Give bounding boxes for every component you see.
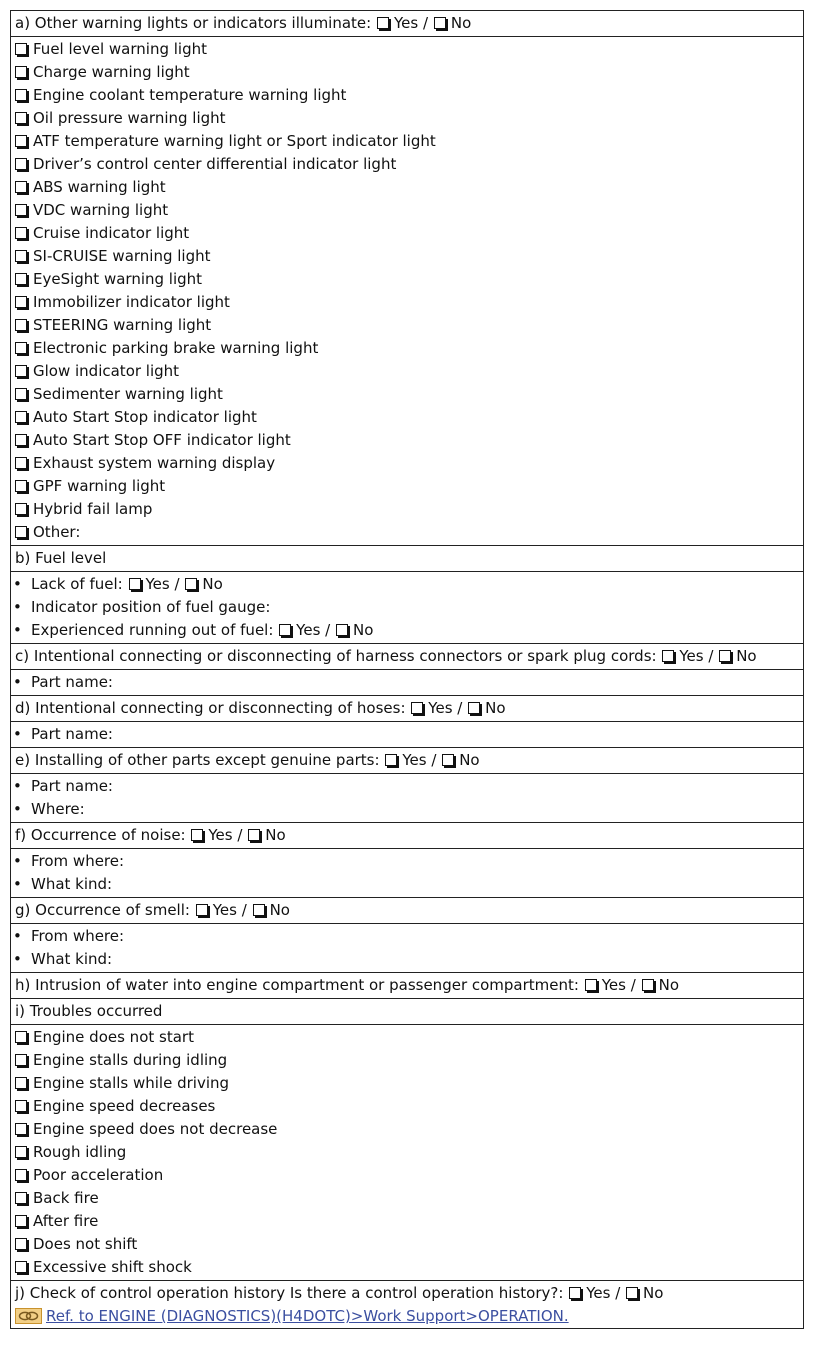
checklist-item-label: Does not shift [33, 1235, 138, 1253]
yes-label: Yes [402, 751, 427, 769]
separator: / [708, 647, 714, 665]
section-e-yes-checkbox[interactable] [385, 754, 397, 766]
section-f-header-row [11, 823, 804, 849]
section-j-yes-checkbox[interactable] [569, 1287, 581, 1299]
section-c-yes-no [657, 647, 757, 665]
checklist-item-label: EyeSight warning light [33, 270, 203, 288]
checklist-item-label: Auto Start Stop indicator light [33, 408, 257, 426]
bullet-b-2-yes-checkbox[interactable] [279, 624, 291, 636]
item-checkbox[interactable] [15, 158, 27, 170]
bullet-item [15, 925, 803, 948]
item-checkbox[interactable] [15, 296, 27, 308]
item-checkbox[interactable] [15, 1077, 27, 1089]
checklist-item-label: SI-CRUISE warning light [33, 247, 211, 265]
bullet-item-label: Part name: [31, 673, 113, 691]
section-d-yes-checkbox[interactable] [411, 702, 423, 714]
checklist-item [15, 498, 803, 521]
section-f-yes-checkbox[interactable] [191, 829, 203, 841]
bullet-mark: • [13, 621, 22, 639]
bullet-item [15, 873, 803, 896]
bullet-b-0-yes-no [123, 575, 223, 593]
checklist-item-label: Cruise indicator light [33, 224, 190, 242]
checklist-item-label: Back fire [33, 1189, 99, 1207]
yes-label: Yes [601, 976, 626, 994]
checklist-item [15, 521, 803, 544]
section-i-items-cell [11, 1025, 804, 1281]
checklist-item [15, 38, 803, 61]
bullet-mark: • [13, 575, 22, 593]
section-c-header-row [11, 644, 804, 670]
no-label: No [459, 751, 480, 769]
section-d-bullets-row [11, 722, 804, 748]
item-checkbox[interactable] [15, 319, 27, 331]
section-a-items-row [11, 37, 804, 546]
section-e-bullets-row [11, 774, 804, 823]
checklist-item [15, 1049, 803, 1072]
checklist-item-label: STEERING warning light [33, 316, 212, 334]
checklist-item-label: Rough idling [33, 1143, 127, 1161]
yes-label: Yes [428, 699, 453, 717]
item-checkbox[interactable] [15, 250, 27, 262]
no-label: No [202, 575, 223, 593]
item-checkbox[interactable] [15, 457, 27, 469]
no-label: No [269, 901, 290, 919]
section-j-title: j) Check of control operation history Is there a control operation history?: [15, 1284, 564, 1302]
separator: / [237, 826, 243, 844]
yes-label: Yes [679, 647, 704, 665]
section-g-header-cell [11, 898, 804, 924]
item-checkbox[interactable] [15, 1123, 27, 1135]
item-checkbox[interactable] [15, 1261, 27, 1273]
separator: / [630, 976, 636, 994]
checklist-item-label: ABS warning light [33, 178, 166, 196]
checklist-item-label: After fire [33, 1212, 99, 1230]
checklist-item-label: Sedimenter warning light [33, 385, 223, 403]
checklist-item-label: Auto Start Stop OFF indicator light [33, 431, 291, 449]
checklist-item [15, 1118, 803, 1141]
checklist-item [15, 130, 803, 153]
no-label: No [485, 699, 506, 717]
checklist-item [15, 153, 803, 176]
item-checkbox[interactable] [15, 434, 27, 446]
section-c-no-checkbox[interactable] [719, 650, 731, 662]
section-j-header-row [11, 1281, 804, 1329]
bullet-mark: • [13, 598, 22, 616]
section-c-title: c) Intentional connecting or disconnecting of harness connectors or spark plug cords: [15, 647, 657, 665]
checklist-item-label: Engine coolant temperature warning light [33, 86, 347, 104]
separator: / [431, 751, 437, 769]
bullet-mark: • [13, 927, 22, 945]
section-f-bullets-row [11, 849, 804, 898]
section-d-title: d) Intentional connecting or disconnecting of hoses: [15, 699, 406, 717]
section-e-bullets-cell [11, 774, 804, 823]
separator: / [325, 621, 331, 639]
section-e-no-checkbox[interactable] [442, 754, 454, 766]
section-e-title: e) Installing of other parts except genuine parts: [15, 751, 380, 769]
item-checkbox[interactable] [15, 411, 27, 423]
section-f-yes-no [186, 826, 286, 844]
bullet-mark: • [13, 800, 22, 818]
bullet-item [15, 798, 803, 821]
yes-label: Yes [296, 621, 321, 639]
checklist-item-label: Engine stalls while driving [33, 1074, 230, 1092]
section-d-header-cell [11, 696, 804, 722]
item-checkbox[interactable] [15, 273, 27, 285]
bullet-item-label: Part name: [31, 725, 113, 743]
section-h-header-cell [11, 973, 804, 999]
item-checkbox[interactable] [15, 227, 27, 239]
checklist-item [15, 107, 803, 130]
section-f-title: f) Occurrence of noise: [15, 826, 186, 844]
section-b-header-row [11, 546, 804, 572]
section-h-yes-no [579, 976, 679, 994]
item-checkbox[interactable] [15, 112, 27, 124]
bullet-item [15, 775, 803, 798]
checklist-item-label: Engine speed does not decrease [33, 1120, 278, 1138]
section-h-yes-checkbox[interactable] [585, 979, 597, 991]
section-a-yes-no [371, 14, 471, 32]
bullet-item-label: From where: [31, 927, 125, 945]
yes-label: Yes [394, 14, 419, 32]
checklist-item [15, 1256, 803, 1279]
item-checkbox[interactable] [15, 526, 27, 538]
section-g-bullets-row [11, 924, 804, 973]
section-a-no-checkbox[interactable] [434, 17, 446, 29]
checklist-item-label: Exhaust system warning display [33, 454, 276, 472]
inquiry-checklist-table [10, 10, 804, 1329]
checklist-item-label: Driver’s control center differential indicator light [33, 155, 397, 173]
section-h-header-row [11, 973, 804, 999]
checklist-item [15, 1141, 803, 1164]
item-checkbox[interactable] [15, 503, 27, 515]
section-b-bullets-cell [11, 572, 804, 644]
bullet-item-label: Where: [31, 800, 85, 818]
bullet-item [15, 596, 803, 619]
section-a-header-cell [11, 11, 804, 37]
checklist-item [15, 1164, 803, 1187]
section-b-header-cell [11, 546, 804, 572]
checklist-item [15, 360, 803, 383]
section-h-no-checkbox[interactable] [642, 979, 654, 991]
item-checkbox[interactable] [15, 1169, 27, 1181]
separator: / [241, 901, 247, 919]
section-c-header-cell [11, 644, 804, 670]
checklist-item [15, 222, 803, 245]
item-checkbox[interactable] [15, 342, 27, 354]
section-g-yes-no [190, 901, 290, 919]
yes-label: Yes [145, 575, 170, 593]
bullet-item-label: Part name: [31, 777, 113, 795]
bullet-b-0-no-checkbox[interactable] [185, 578, 197, 590]
section-f-header-cell [11, 823, 804, 849]
bullet-item-label: What kind: [31, 950, 113, 968]
section-d-header-row [11, 696, 804, 722]
bullet-b-0-yes-checkbox[interactable] [129, 578, 141, 590]
checklist-item [15, 199, 803, 222]
chain-link-icon [15, 1308, 42, 1324]
checklist-item-label: Charge warning light [33, 63, 190, 81]
item-checkbox[interactable] [15, 480, 27, 492]
section-h-title: h) Intrusion of water into engine compartment or passenger compartment: [15, 976, 579, 994]
checklist-item [15, 1026, 803, 1049]
section-e-header-cell [11, 748, 804, 774]
no-label: No [265, 826, 286, 844]
item-checkbox[interactable] [15, 135, 27, 147]
no-label: No [450, 14, 472, 32]
checklist-item-label: Hybrid fail lamp [33, 500, 153, 518]
section-j-header-cell [11, 1281, 804, 1329]
checklist-item-label: GPF warning light [33, 477, 166, 495]
item-checkbox[interactable] [15, 1054, 27, 1066]
section-a-title: a) Other warning lights or indicators illuminate: [15, 14, 372, 32]
item-checkbox[interactable] [15, 66, 27, 78]
section-f-no-checkbox[interactable] [248, 829, 260, 841]
item-checkbox[interactable] [15, 388, 27, 400]
checklist-item [15, 1233, 803, 1256]
section-c-bullets-row [11, 670, 804, 696]
section-i-items-row [11, 1025, 804, 1281]
section-d-no-checkbox[interactable] [468, 702, 480, 714]
reference-link[interactable] [15, 1305, 803, 1328]
no-label: No [643, 1284, 664, 1302]
checklist-item [15, 452, 803, 475]
bullet-item [15, 850, 803, 873]
section-g-header-row [11, 898, 804, 924]
checklist-item [15, 1187, 803, 1210]
section-f-bullets-cell [11, 849, 804, 898]
checklist-item-label: Glow indicator light [33, 362, 180, 380]
bullet-item [15, 948, 803, 971]
section-c-yes-checkbox[interactable] [662, 650, 674, 662]
checklist-item-label: Engine stalls during idling [33, 1051, 228, 1069]
item-checkbox[interactable] [15, 1100, 27, 1112]
separator: / [457, 699, 463, 717]
section-i-header-row [11, 999, 804, 1025]
checklist-item-label: VDC warning light [33, 201, 169, 219]
bullet-item [15, 573, 803, 596]
checklist-item [15, 61, 803, 84]
bullet-mark: • [13, 852, 22, 870]
no-label: No [658, 976, 679, 994]
bullet-item-label: Experienced running out of fuel: [31, 621, 274, 639]
section-g-title: g) Occurrence of smell: [15, 901, 190, 919]
checklist-item [15, 475, 803, 498]
bullet-mark: • [13, 875, 22, 893]
section-j-yes-no [563, 1284, 663, 1302]
section-a-yes-checkbox[interactable] [377, 17, 389, 29]
checklist-item [15, 84, 803, 107]
separator: / [174, 575, 180, 593]
no-label: No [736, 647, 757, 665]
yes-label: Yes [212, 901, 237, 919]
section-a-header-row [11, 11, 804, 37]
checklist-item [15, 291, 803, 314]
bullet-item [15, 671, 803, 694]
section-b-title: b) Fuel level [15, 549, 107, 567]
checklist-item-label: Oil pressure warning light [33, 109, 226, 127]
reference-link-text[interactable]: Ref. to ENGINE (DIAGNOSTICS)(H4DOTC)>Work Support>OPERATION. [46, 1307, 569, 1325]
bullet-mark: • [13, 950, 22, 968]
section-c-bullets-cell [11, 670, 804, 696]
checklist-item-label: Poor acceleration [33, 1166, 164, 1184]
checklist-item-label: Engine does not start [33, 1028, 194, 1046]
bullet-b-2-yes-no [273, 621, 373, 639]
section-b-bullets-row [11, 572, 804, 644]
section-d-bullets-cell [11, 722, 804, 748]
item-checkbox[interactable] [15, 43, 27, 55]
bullet-mark: • [13, 673, 22, 691]
checklist-item [15, 429, 803, 452]
checklist-item-label: Fuel level warning light [33, 40, 207, 58]
bullet-mark: • [13, 777, 22, 795]
section-e-header-row [11, 748, 804, 774]
checklist-item [15, 1095, 803, 1118]
checklist-item [15, 245, 803, 268]
bullet-item-label: From where: [31, 852, 125, 870]
section-g-bullets-cell [11, 924, 804, 973]
yes-label: Yes [208, 826, 233, 844]
checklist-item-label: ATF temperature warning light or Sport indicator light [33, 132, 436, 150]
checklist-item [15, 383, 803, 406]
checklist-item-label: Electronic parking brake warning light [33, 339, 319, 357]
item-checkbox[interactable] [15, 365, 27, 377]
section-j-no-checkbox[interactable] [626, 1287, 638, 1299]
section-g-yes-checkbox[interactable] [196, 904, 208, 916]
bullet-b-2-no-checkbox[interactable] [336, 624, 348, 636]
bullet-item-label: Lack of fuel: [31, 575, 123, 593]
checklist-item [15, 176, 803, 199]
item-checkbox[interactable] [15, 181, 27, 193]
bullet-item [15, 723, 803, 746]
item-checkbox[interactable] [15, 1192, 27, 1204]
checklist-item [15, 314, 803, 337]
section-i-title: i) Troubles occurred [15, 1002, 163, 1020]
item-checkbox[interactable] [15, 89, 27, 101]
checklist-item-label: Immobilizer indicator light [33, 293, 230, 311]
section-e-yes-no [380, 751, 480, 769]
item-checkbox[interactable] [15, 1146, 27, 1158]
separator: / [615, 1284, 621, 1302]
item-checkbox[interactable] [15, 1215, 27, 1227]
checklist-item [15, 406, 803, 429]
bullet-item [15, 619, 803, 642]
checklist-item [15, 1210, 803, 1233]
checklist-item [15, 1072, 803, 1095]
checklist-item [15, 337, 803, 360]
item-checkbox[interactable] [15, 1238, 27, 1250]
no-label: No [353, 621, 374, 639]
yes-label: Yes [586, 1284, 611, 1302]
checklist-item-label: Other: [33, 523, 81, 541]
bullet-item-label: Indicator position of fuel gauge: [31, 598, 271, 616]
separator: / [423, 14, 429, 32]
checklist-item [15, 268, 803, 291]
bullet-item-label: What kind: [31, 875, 113, 893]
section-d-yes-no [406, 699, 506, 717]
item-checkbox[interactable] [15, 1031, 27, 1043]
bullet-mark: • [13, 725, 22, 743]
checklist-item-label: Excessive shift shock [33, 1258, 192, 1276]
section-g-no-checkbox[interactable] [253, 904, 265, 916]
section-i-header-cell [11, 999, 804, 1025]
checklist-item-label: Engine speed decreases [33, 1097, 216, 1115]
item-checkbox[interactable] [15, 204, 27, 216]
section-a-items-cell [11, 37, 804, 546]
